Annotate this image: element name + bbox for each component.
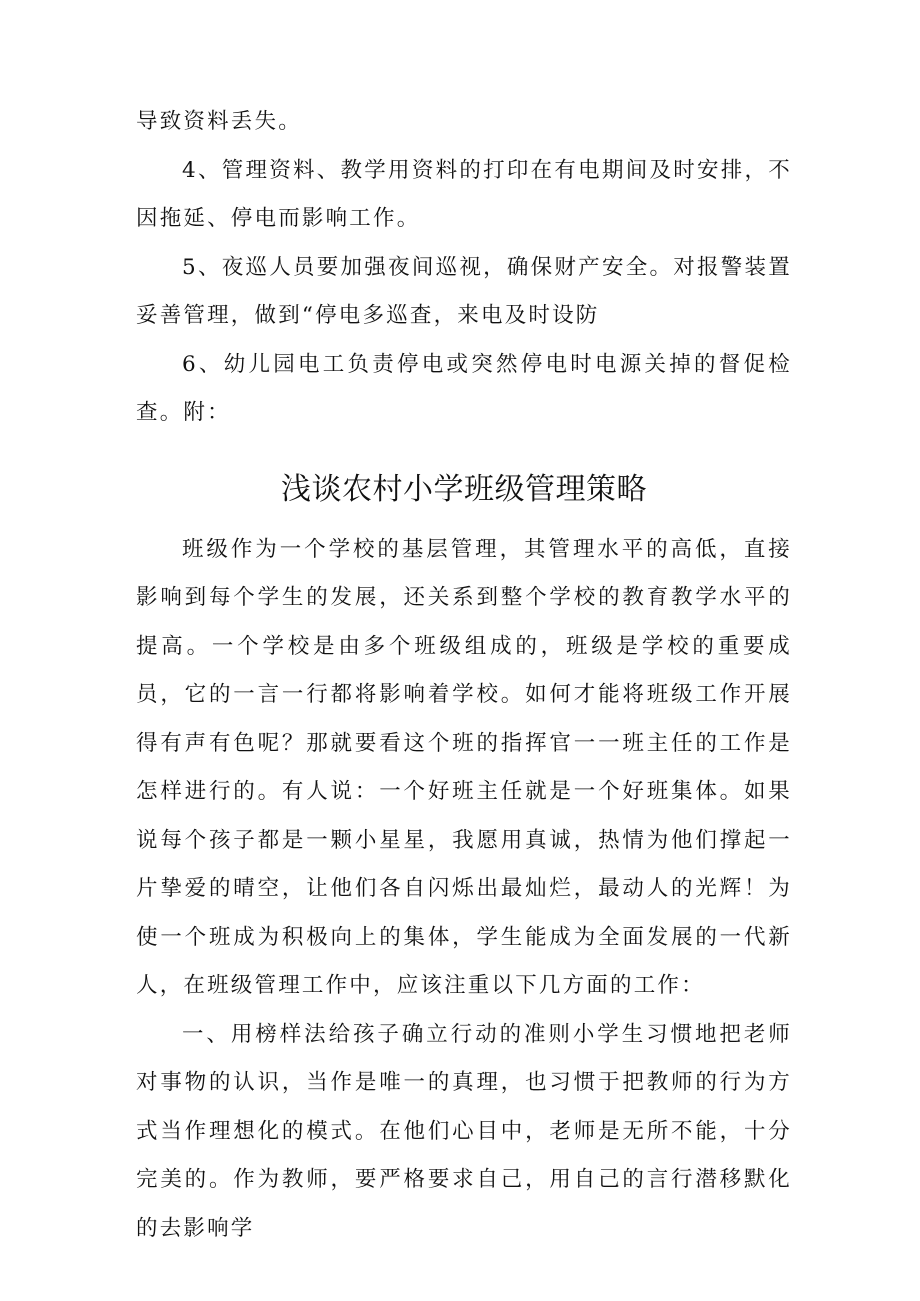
paragraph-continuation: 导致资料丢失。 [136, 109, 302, 134]
article-title: 浅谈农村小学班级管理策略 [281, 471, 647, 507]
paragraph-item-5: 5、夜巡人员要加强夜间巡视，确保财产安全。对报警装置妥善管理，做到“停电多巡査，来电及时设防 [136, 254, 792, 328]
document-page [136, 98, 792, 1253]
paragraph-intro: 班级作为一个学校的基层管理，其管理水平的高低，直接影响到每个学生的发展，还关系到整个学校的教育教学水平的提高。一个学校是由多个班级组成的，班级是学校的重要成员，它的一言一行都将影响着学校。如何才能将班级工作开展得有声有色呢？那就要看这个班的指挥官一一班主任的工作是怎样进行的。有人说：一个好班主任就是一个好班集体。如果说每个孩子都是一颗小星星，我愿用真诚，热情为他们撑起一片挚爱的晴空，让他们各自闪烁出最灿烂，最动人的光辉！为使一个班成为积极向上的集体，学生能成为全面发展的一代新人，在班级管理工作中，应该注重以下几方面的工作： [136, 536, 792, 998]
paragraph-item-6: 6、幼儿园电工负责停电或突然停电时电源关掉的督促检查。附： [136, 351, 792, 425]
paragraph-section-1: 一、用榜样法给孩子确立行动的准则小学生习惯地把老师对事物的认识，当作是唯一的真理，也习惯于把教师的行为方式当作理想化的模式。在他们心目中，老师是无所不能，十分完美的。作为教师，要严格要求自己，用自己的言行潜移默化的去影响学 [136, 1021, 792, 1241]
paragraph-item-4: 4、管理资料、教学用资料的打印在有电期间及时安排，不因拖延、停电而影响工作。 [136, 157, 792, 231]
